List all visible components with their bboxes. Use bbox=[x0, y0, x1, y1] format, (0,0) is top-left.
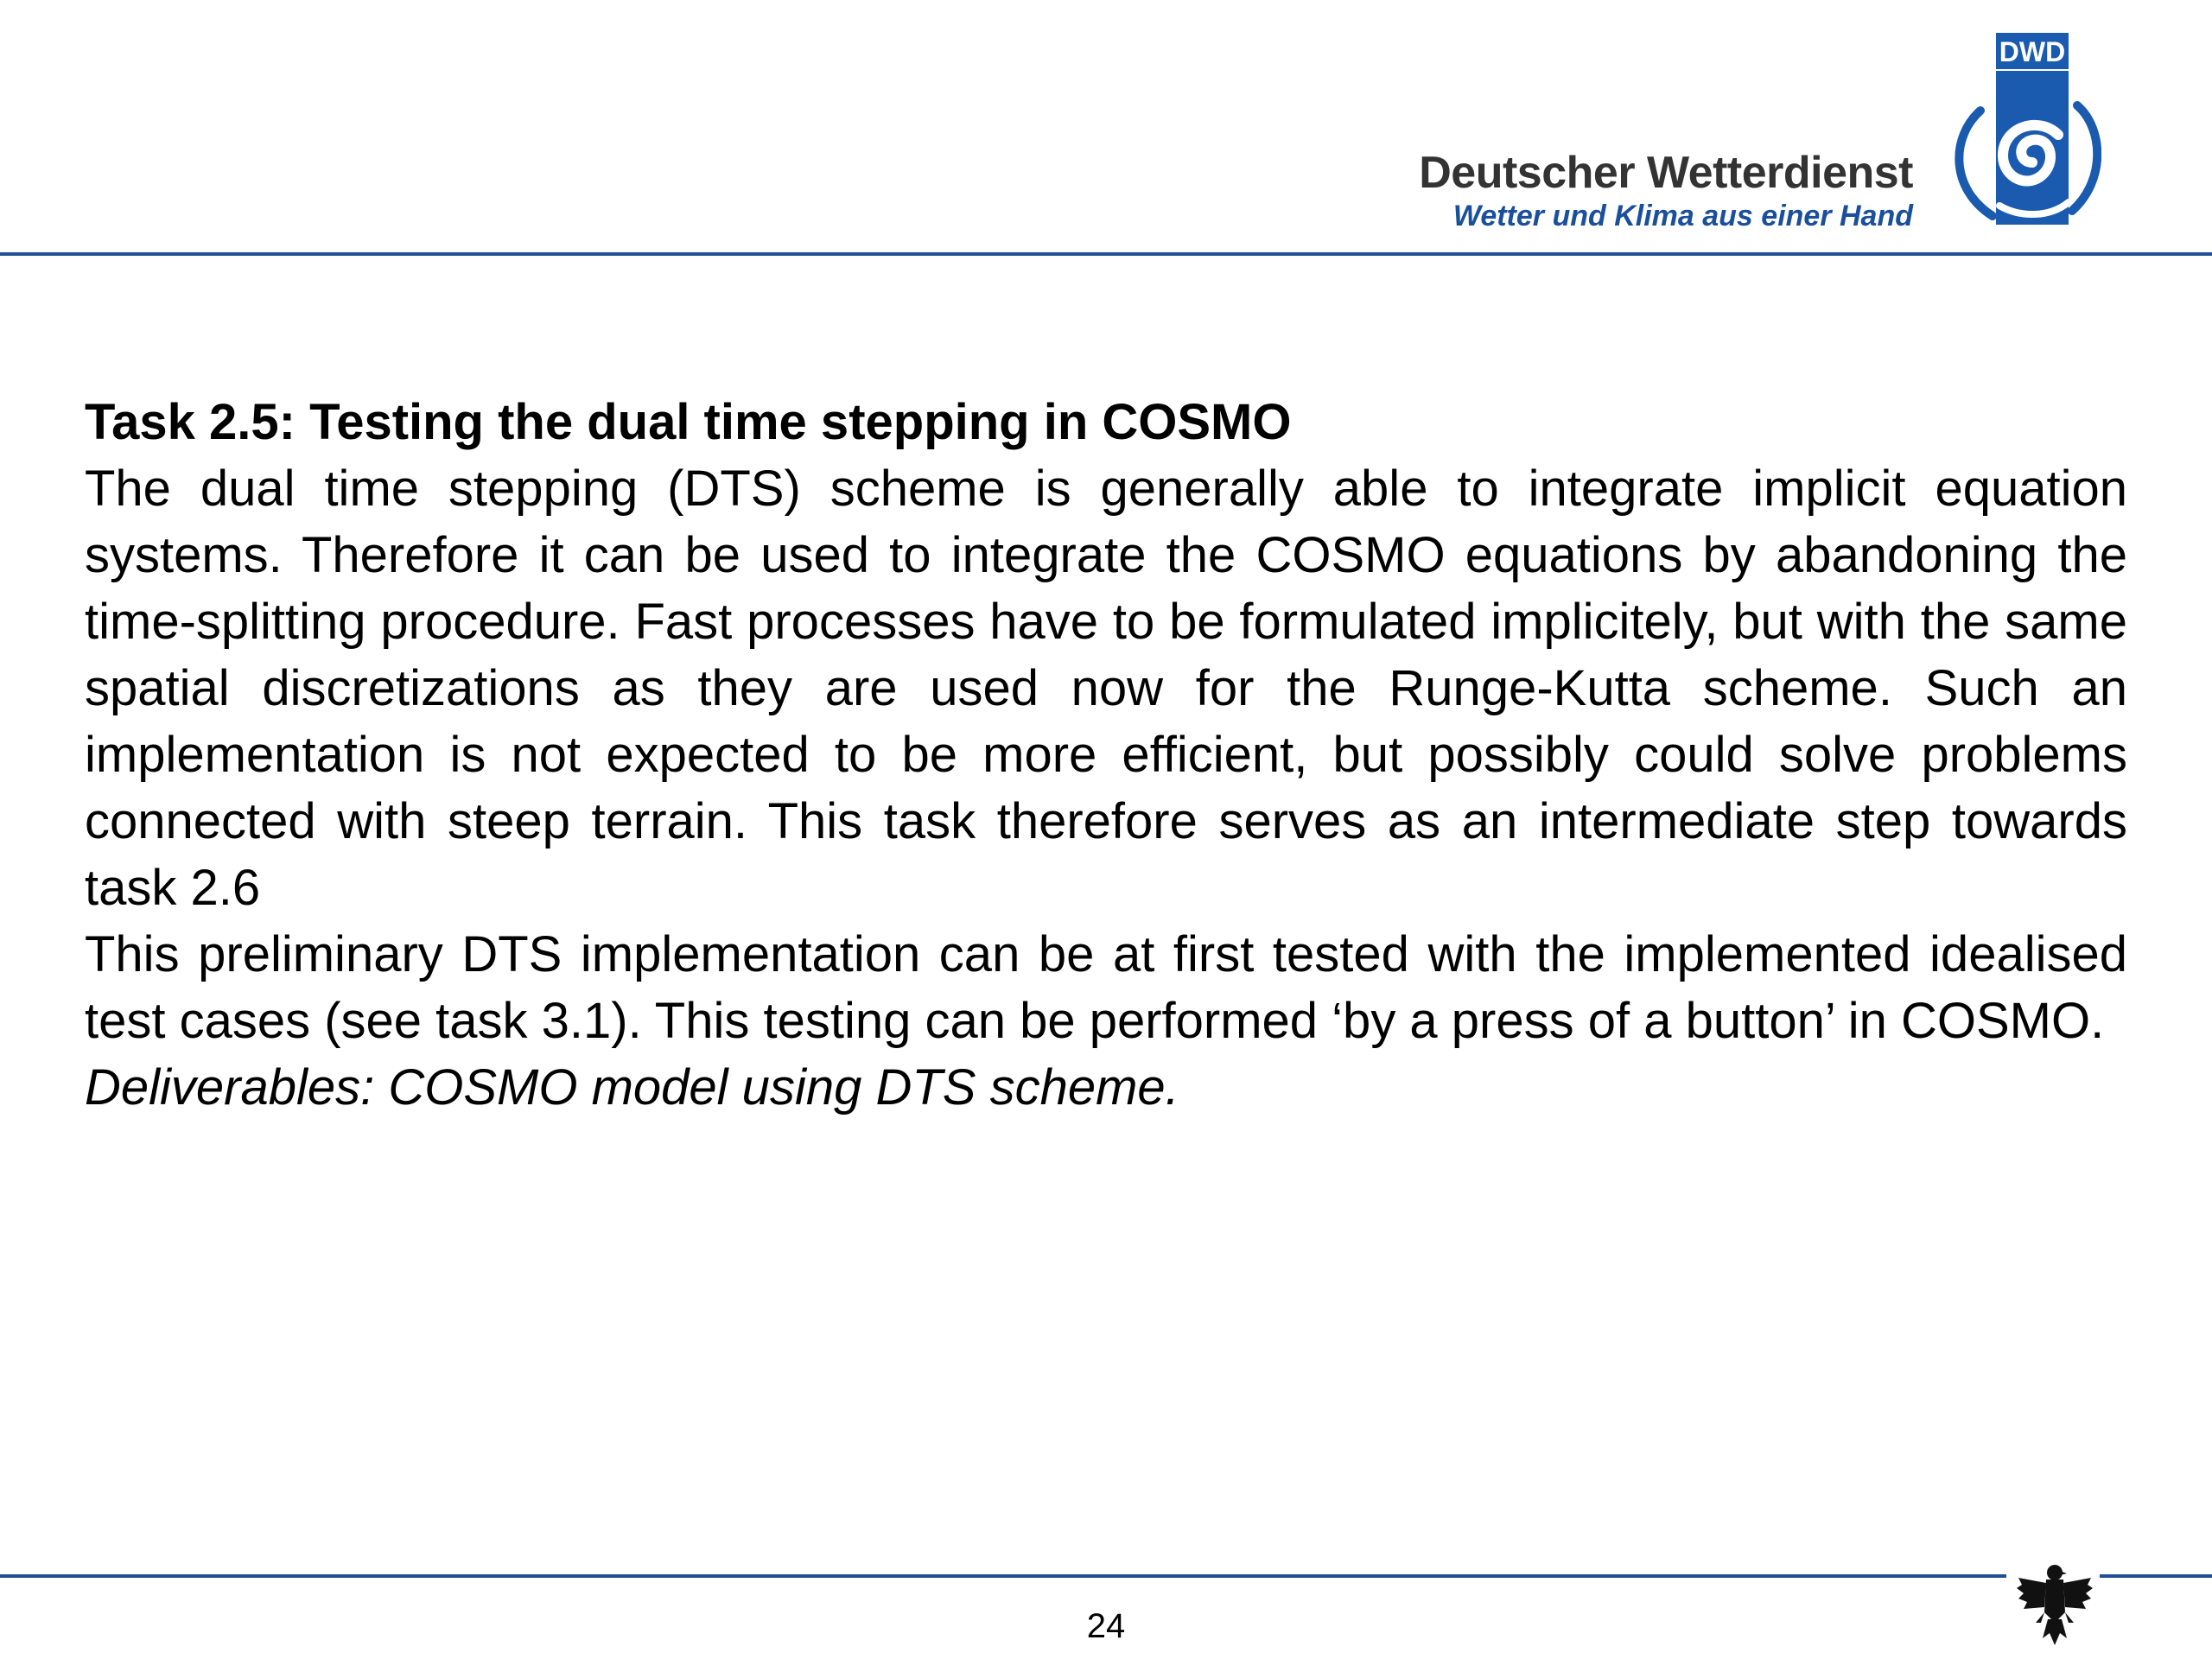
brand-block bbox=[1370, 149, 1913, 233]
task-heading: Task 2.5: Testing the dual time stepping in COSMO bbox=[85, 394, 1292, 450]
dwd-spiral-logo-icon bbox=[1942, 33, 2101, 232]
testing-paragraph: This preliminary DTS implementation can be at first tested with the implemented idealised test cases (see task 3.1). This testing can be performed ‘by a press of a button’ in COSMO. bbox=[85, 926, 2127, 1049]
brand-tagline: Wetter und Klima aus einer Hand bbox=[1452, 200, 1913, 232]
federal-eagle-icon bbox=[2013, 1559, 2096, 1649]
deliverables-line: Deliverables: COSMO model using DTS scheme. bbox=[85, 1059, 1179, 1116]
header-divider bbox=[0, 252, 2212, 256]
brand-name: Deutscher Wetterdienst bbox=[1419, 148, 1913, 198]
footer-divider-right bbox=[2100, 1574, 2212, 1578]
page-number: 24 bbox=[1086, 1607, 1126, 1645]
task-description-paragraph: The dual time stepping (DTS) scheme is generally able to integrate implicit equation systems. Therefore it can be used to integrate the COSMO equations by abandoning the time-splitting procedure. Fast processes have to be formulated implicitely, but with the same spatial discretizations as they are used now for the Runge-Kutta scheme. Such an implementation is not expected to be more efficient, but possibly could solve problems connected with steep terrain. This task therefore serves as an intermediate step towards task 2.6 bbox=[85, 461, 2127, 916]
slide-body bbox=[85, 389, 2127, 1121]
logo-label: DWD bbox=[1999, 36, 2066, 67]
footer-divider-left bbox=[0, 1574, 2006, 1578]
